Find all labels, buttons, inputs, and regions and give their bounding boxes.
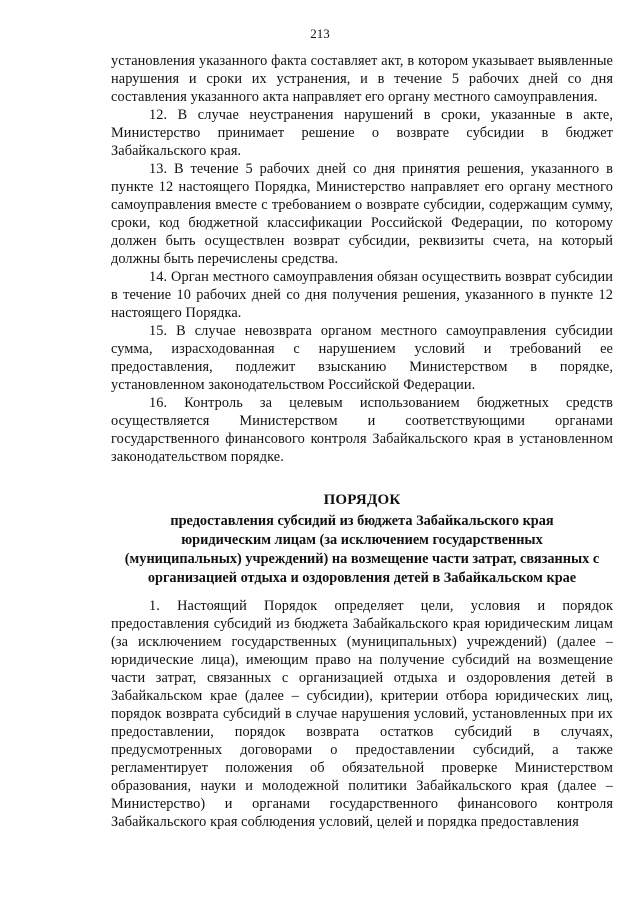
- subtitle-line: предоставления субсидий из бюджета Забайкальского края: [170, 513, 554, 529]
- paragraph-1: 1. Настоящий Порядок определяет цели, условия и порядок предоставления субсидий из бюджета Забайкальского края юридическим лицам (за исключением государственных (муниципальных) учреждений) (далее – юридические лица), имеющим право на получение субсидий на возмещение части затрат, связанных с организацией отдыха и оздоровления детей в Забайкальском крае (далее – субсидии), критерии отбора юридических лиц, порядок возврата субсидий в случае нарушения условий, установленных при их предоставлении, порядок возврата остатков субсидий в случаях, предусмотренных договорами о предоставлении субсидий, а также регламентирует положения об обязательной проверке Министерством образования, науки и молодежной политики Забайкальского края (далее – Министерство) и органами государственного финансового контроля Забайкальского края соблюдения условий, целей и порядка предоставления: [111, 598, 613, 830]
- paragraph-14: 14. Орган местного самоуправления обязан осуществить возврат субсидии в течение 10 рабочих дней со дня получения решения, указанного в пункте 12 настоящего Порядка.: [111, 269, 613, 321]
- paragraph-16: 16. Контроль за целевым использованием бюджетных средств осуществляется Министерством и соответствующими органами государственного финансового контроля Забайкальского края в установленном законодательством порядке.: [111, 395, 613, 465]
- paragraph-15: 15. В случае невозврата органом местного самоуправления субсидии сумма, израсходованная с нарушением условий и требований ее предоставления, подлежит взысканию Министерством в порядке, установленном законодательством Российской Федерации.: [111, 323, 613, 393]
- body-text-section-2: [111, 597, 613, 831]
- subtitle-line: организацией отдыха и оздоровления детей в Забайкальском крае: [147, 570, 577, 586]
- body-text-section-1: [111, 52, 613, 466]
- paragraph-12: 12. В случае неустранения нарушений в сроки, указанные в акте, Министерство принимает решение о возврате субсидии в бюджет Забайкальского края.: [111, 107, 613, 159]
- paragraph-13: 13. В течение 5 рабочих дней со дня принятия решения, указанного в пункте 12 настоящего Порядка, Министерство направляет его органу местного самоуправления вместе с требованием о возврате субсидии, содержащим сумму, сроки, код бюджетной классификации Российской Федерации, по которому должен быть осуществлен возврат субсидии, реквизиты счета, на который должны быть перечислены средства.: [111, 161, 613, 267]
- page-number: 213: [310, 26, 330, 41]
- subtitle-line: юридическим лицам (за исключением государственных: [181, 532, 543, 548]
- paragraph-continuation: установления указанного факта составляет акт, в котором указывает выявленные нарушения и сроки их устранения, и в течение 5 рабочих дней со дня составления указанного акта направляет его органу местного самоуправления.: [111, 53, 613, 105]
- section-heading-title: ПОРЯДОК: [323, 492, 401, 508]
- section-heading-subtitle: [111, 512, 613, 588]
- subtitle-line: (муниципальных) учреждений) на возмещение части затрат, связанных с: [124, 551, 600, 567]
